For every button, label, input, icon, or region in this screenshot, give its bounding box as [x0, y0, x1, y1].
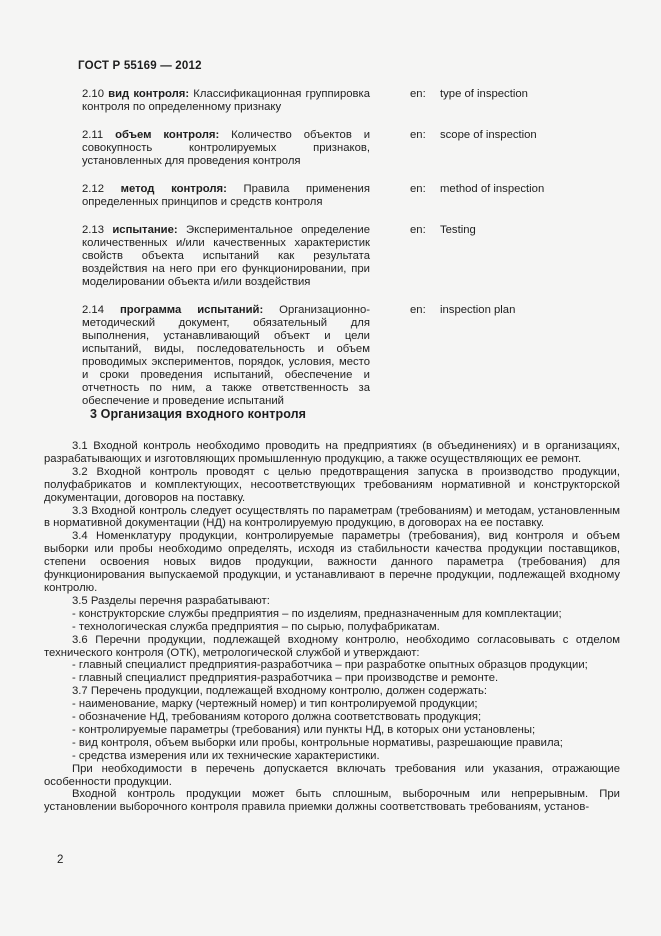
definition-item [82, 88, 627, 114]
definition-term: объем контроля: [115, 129, 220, 141]
en-label: en: [410, 129, 426, 141]
paragraph: 3.1 Входной контроль необходимо проводить на предприятиях (в объединениях) и в организациях, разрабатывающих и изготовляющих промышленную продукцию, а также осуществляющих ее ремонт. [44, 440, 620, 465]
definition-term: испытание: [112, 224, 178, 236]
en-label: en: [410, 88, 426, 100]
paragraph: 3.3 Входной контроль следует осуществлять по параметрам (требованиям) и методам, установленным в нормативной документации (НД) на контролируемую продукцию, в договорах на ее поставку. [44, 504, 620, 530]
definition-number: 2.14 [82, 304, 104, 316]
definition-item [82, 129, 627, 168]
en-term: inspection plan [440, 304, 516, 316]
en-label: en: [410, 224, 426, 236]
definition-text [82, 88, 410, 114]
list-item: - контролируемые параметры (требования) или пункты НД, в которых они установлены; [72, 723, 536, 736]
list-item: - конструкторские службы предприятия – по изделиям, предназначенным для комплектации; [72, 607, 562, 620]
definition-body: Правила применения определенных принципов и средств контроля [82, 183, 370, 208]
list-item: - технологическая служба предприятия – по сырью, полуфабрикатам. [72, 620, 440, 633]
paragraph: 3.2 Входной контроль проводят с целью предотвращения запуска в производство продукции, полуфабрикатов и комплектующих, несоответствующих требованиям нормативной и конструкторской документации, договоров на поставку. [44, 465, 620, 504]
en-term: scope of inspection [440, 129, 537, 141]
paragraph: 3.7 Перечень продукции, подлежащей входному контролю, должен содержать: [72, 685, 488, 698]
definition-number: 2.10 [82, 88, 104, 100]
list-item: - вид контроля, объем выборки или пробы, контрольные нормативы, разрешающие правила; [72, 736, 563, 749]
page-number: 2 [57, 854, 64, 866]
definition-body: Классификационная группировка контроля по определенному признаку [82, 88, 371, 113]
en-term: method of inspection [440, 183, 545, 195]
definition-body: Экспериментальное определение количественных и/или качественных характеристик свойств объекта испытаний как результата воздействия на него при его функционировании, при моделировании объекта и/или воздействия [82, 224, 371, 288]
definition-term: метод контроля: [120, 183, 227, 195]
definition-term: вид контроля: [108, 88, 190, 100]
definition-term: программа испытаний: [119, 304, 264, 316]
en-label: en: [410, 304, 426, 316]
paragraph: 3.6 Перечни продукции, подлежащей входному контролю, необходимо согласовывать с отделом технического контроля (ОТК), метрологической службой и утверждают: [44, 633, 620, 659]
list-item: - главный специалист предприятия-разработчика – при разработке опытных образцов продукции; [72, 659, 588, 672]
definition-body: Количество объектов и совокупность контролируемых признаков, установленных для проведения контроля [82, 129, 371, 167]
section-heading: 3 Организация входного контроля [90, 407, 307, 421]
paragraph: 3.4 Номенклатуру продукции, контролируемые параметры (требования), вид контроля и объем выборки или пробы необходимо определять, исходя из стабильности качества продукции поставщиков, степени освоения новых видов продукции, важности данного параметра (требования) для функционирования выпускаемой продукции, и устанавливают в перечне продукции, подлежащей входному контролю. [44, 530, 620, 594]
list-item: - обозначение НД, требованиям которого должна соответствовать продукция; [72, 711, 482, 724]
definition-text [82, 304, 410, 408]
definition-item [82, 304, 627, 408]
definition-text [82, 183, 410, 209]
list-item: - главный специалист предприятия-разработчика – при производстве и ремонте. [72, 672, 499, 685]
definitions-list [82, 88, 627, 423]
list-item: - наименование, марку (чертежный номер) и тип контролируемой продукции; [72, 698, 478, 711]
definition-number: 2.13 [82, 224, 104, 236]
en-label: en: [410, 183, 426, 195]
definition-text [82, 224, 410, 289]
paragraph: Входной контроль продукции может быть сплошным, выборочным или непрерывным. При установлении выборочного контроля правила приемки должны соответствовать требованиям, установ- [44, 788, 620, 814]
definition-text [82, 129, 410, 168]
paragraph: При необходимости в перечень допускается включать требования или указания, отражающие особенности продукции. [44, 762, 620, 788]
section-body [44, 440, 620, 814]
document-header: ГОСТ Р 55169 — 2012 [78, 60, 202, 72]
definition-number: 2.11 [82, 129, 104, 141]
definition-number: 2.12 [82, 183, 104, 195]
en-term: Testing [440, 224, 476, 236]
definition-item [82, 183, 627, 209]
list-item: - средства измерения или их технические характеристики. [72, 749, 380, 762]
definition-body: Организационно-методический документ, обязательный для выполнения, устанавливающий объект и цели испытаний, виды, последовательность и объем проводимых экспериментов, порядок, условия, место и сроки проведения испытаний, обеспечение и отчетность по ним, а также ответственность за обеспечение и проведение испытаний [82, 304, 370, 407]
paragraph: 3.5 Разделы перечня разрабатывают: [72, 594, 270, 607]
definition-item [82, 224, 627, 289]
en-term: type of inspection [440, 88, 528, 100]
